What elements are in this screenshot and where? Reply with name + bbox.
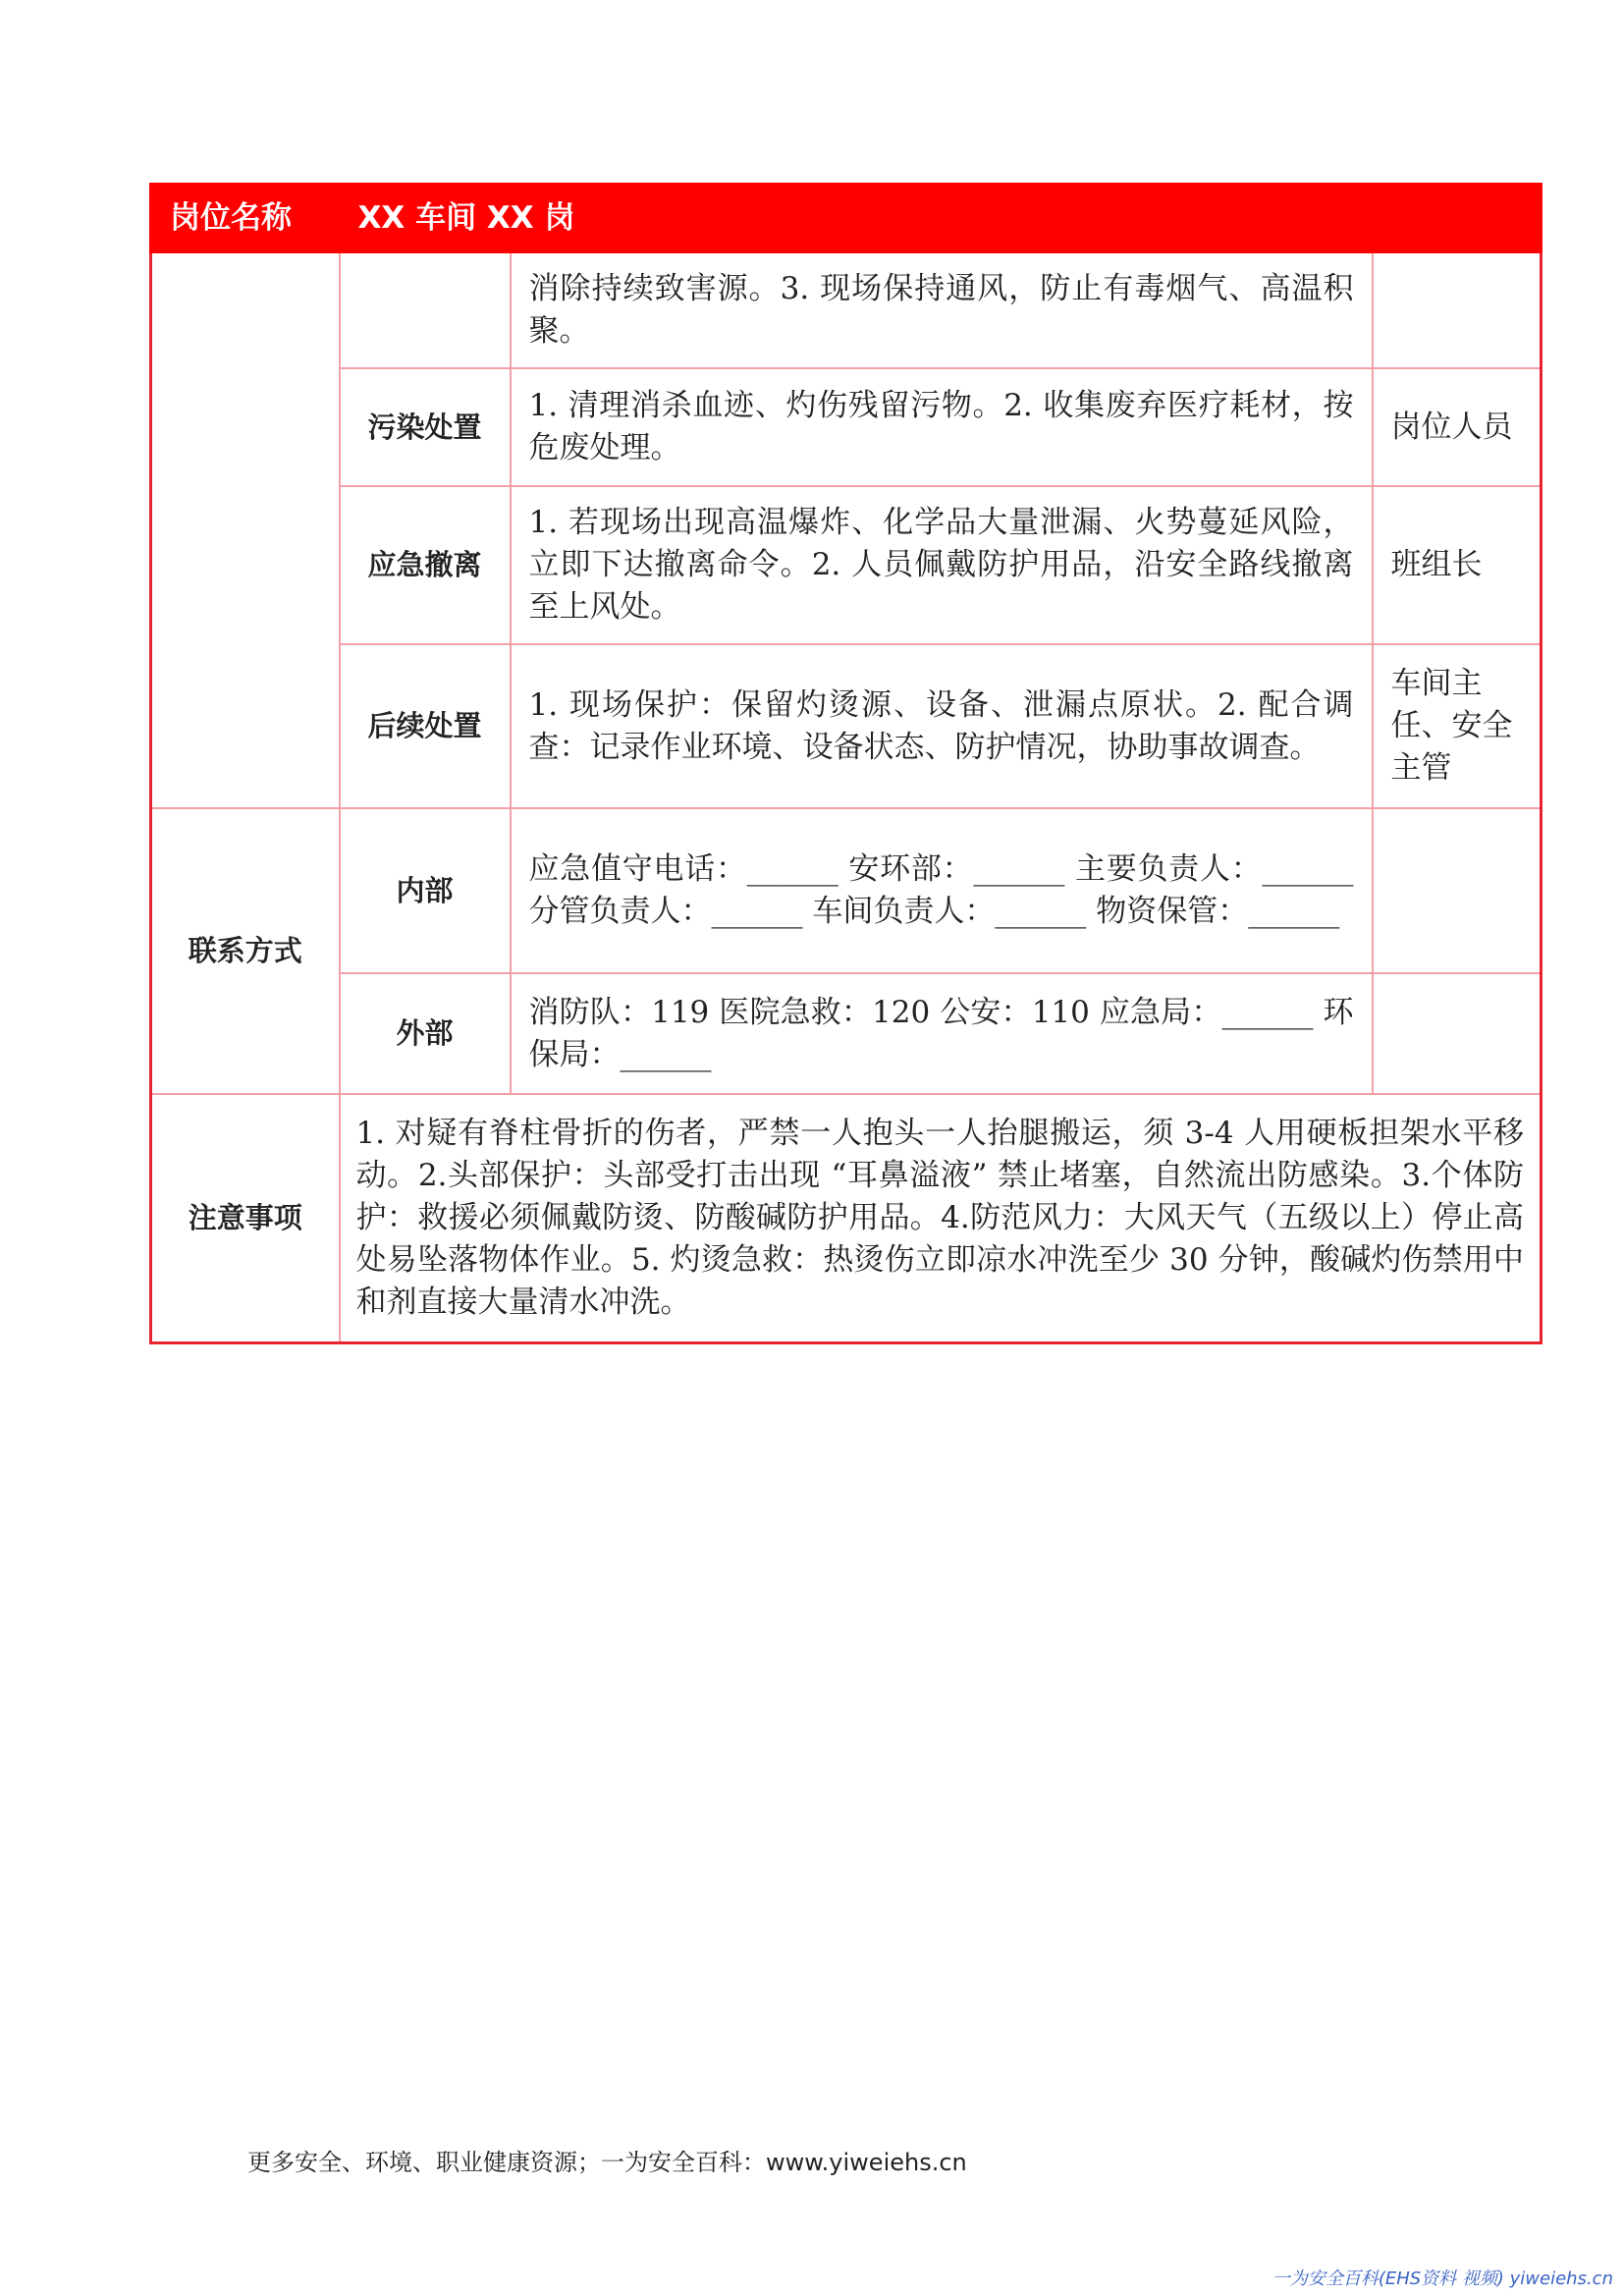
contact-external-label: 外部 bbox=[340, 973, 511, 1094]
notes-content: 1. 对疑有脊柱骨折的伤者，严禁一人抱头一人抬腿搬运，须 3-4 人用硬板担架水平移动。2.头部保护：头部受打击出现 “耳鼻溢液” 禁止堵塞，自然流出防感染。3.个体防护：救援必须佩戴防烫、防酸碱防护用品。4.防范风力：大风天气（五级以上）停止高处易坠落物体作业。5. 灼烫急救：热烫伤立即凉水冲洗至少 30 分钟，酸碱灼伤禁用中和剂直接大量清水冲洗。 bbox=[340, 1094, 1542, 1342]
responsible-person: 车间主任、安全主管 bbox=[1373, 644, 1542, 808]
post-name-value: XX 车间 XX 岗 bbox=[340, 184, 1542, 252]
table-row bbox=[151, 644, 1542, 808]
contact-label: 联系方式 bbox=[151, 808, 340, 1094]
step-label-pollution: 污染处置 bbox=[340, 368, 511, 486]
empty-person-cell bbox=[1373, 808, 1542, 973]
empty-person-cell bbox=[1373, 973, 1542, 1094]
responsible-person: 班组长 bbox=[1373, 486, 1542, 644]
step-content: 1. 现场保护：保留灼烫源、设备、泄漏点原状。2. 配合调查：记录作业环境、设备状态、防护情况，协助事故调查。 bbox=[511, 644, 1373, 808]
notes-label: 注意事项 bbox=[151, 1094, 340, 1342]
table-row bbox=[151, 368, 1542, 486]
table-row bbox=[151, 252, 1542, 368]
watermark: 一为安全百科(EHS资料 视频) yiweiehs.cn bbox=[1271, 2269, 1613, 2289]
table-header-row bbox=[151, 184, 1542, 252]
footer-text: 更多安全、环境、职业健康资源；一为安全百科：www.yiweiehs.cn bbox=[247, 2149, 967, 2176]
responsible-person: 岗位人员 bbox=[1373, 368, 1542, 486]
contact-internal-content: 应急值守电话：______ 安环部：______ 主要负责人：______ 分管负责人：______ 车间负责人：______ 物资保管：______ bbox=[511, 808, 1373, 973]
responsible-person bbox=[1373, 252, 1542, 368]
step-content: 消除持续致害源。3. 现场保持通风，防止有毒烟气、高温积聚。 bbox=[511, 252, 1373, 368]
table-row bbox=[151, 973, 1542, 1094]
step-label-followup: 后续处置 bbox=[340, 644, 511, 808]
step-label-evacuation: 应急撤离 bbox=[340, 486, 511, 644]
empty-step-cell bbox=[340, 252, 511, 368]
merged-empty-cell bbox=[151, 252, 340, 808]
table-row bbox=[151, 486, 1542, 644]
emergency-table bbox=[149, 183, 1542, 1344]
contact-external-content: 消防队：119 医院急救：120 公安：110 应急局：______ 环保局：______ bbox=[511, 973, 1373, 1094]
post-name-label: 岗位名称 bbox=[151, 184, 340, 252]
step-content: 1. 清理消杀血迹、灼伤残留污物。2. 收集废弃医疗耗材，按危废处理。 bbox=[511, 368, 1373, 486]
step-content: 1. 若现场出现高温爆炸、化学品大量泄漏、火势蔓延风险，立即下达撤离命令。2. 人员佩戴防护用品，沿安全路线撤离至上风处。 bbox=[511, 486, 1373, 644]
table-row bbox=[151, 808, 1542, 973]
table-row bbox=[151, 1094, 1542, 1342]
contact-internal-label: 内部 bbox=[340, 808, 511, 973]
